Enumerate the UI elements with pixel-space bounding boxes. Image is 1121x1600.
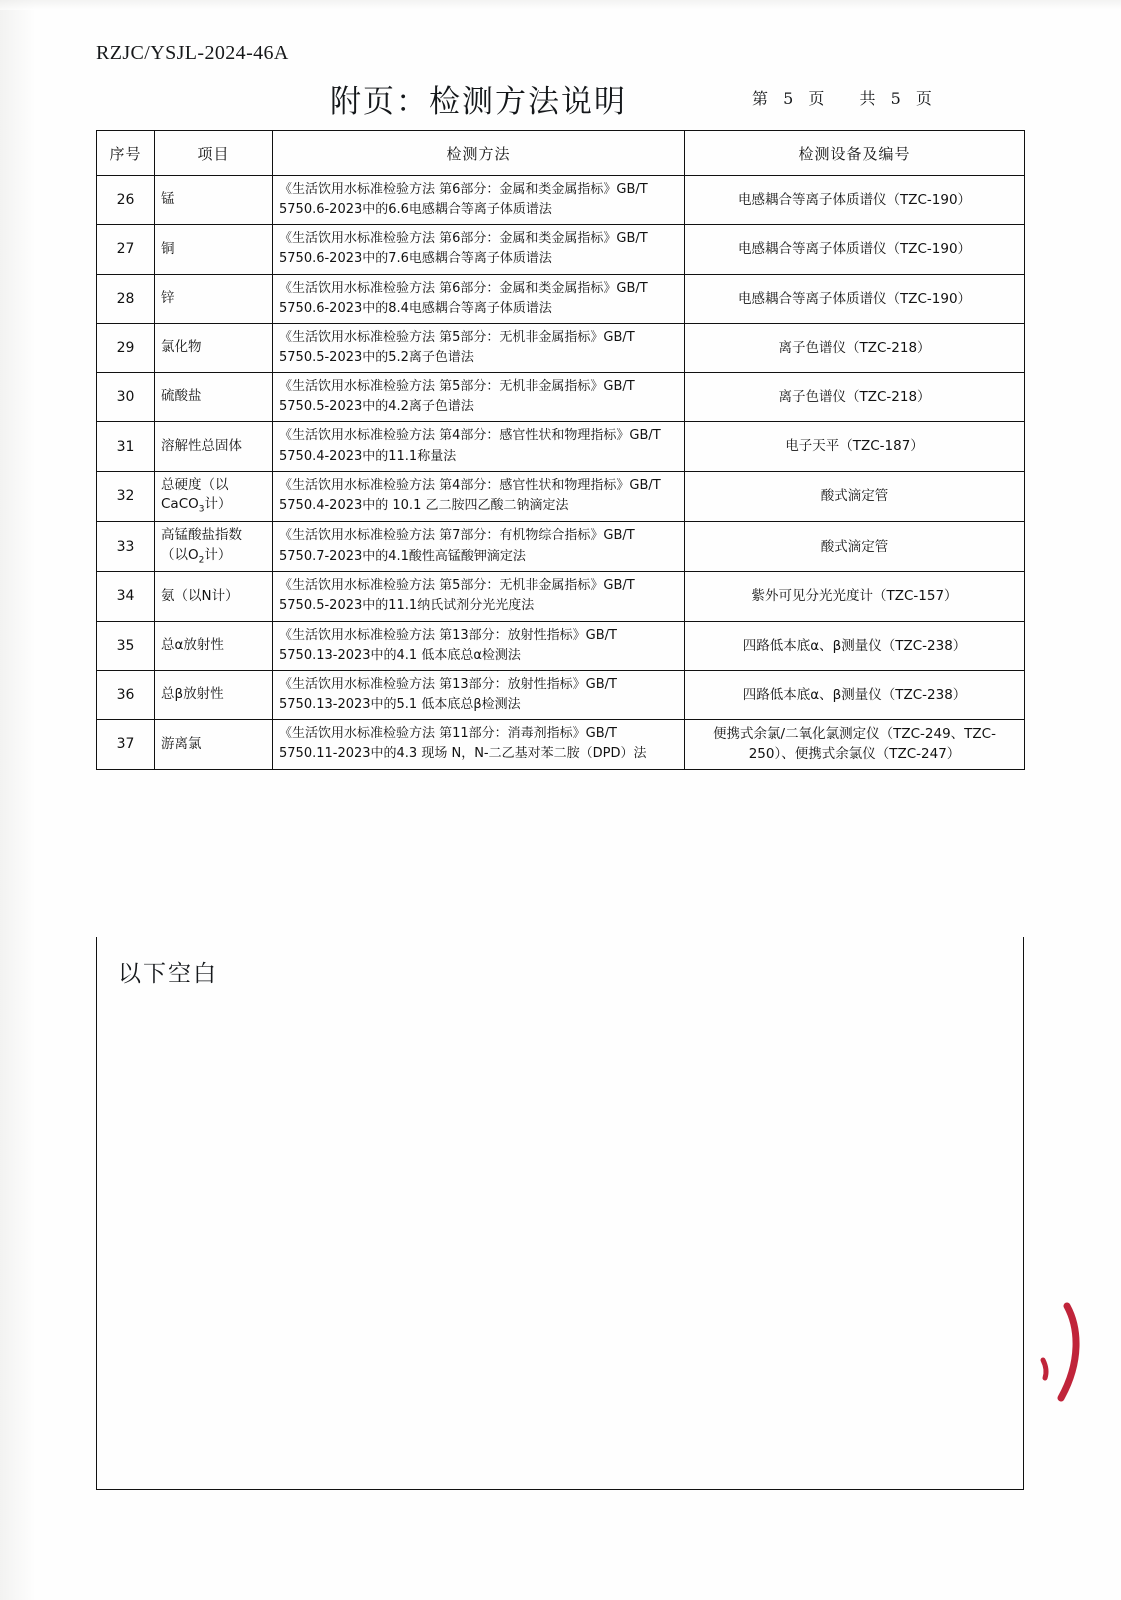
column-header-item: 项目 [155, 131, 273, 176]
cell-equipment: 电感耦合等离子体质谱仪（TZC-190） [685, 274, 1025, 323]
table-row [97, 621, 1025, 670]
cell-method: 《生活饮用水标准检验方法 第6部分：金属和类金属指标》GB/T 5750.6-2023中的8.4电感耦合等离子体质谱法 [273, 274, 685, 323]
red-stamp-mark [1023, 1302, 1083, 1412]
cell-no: 26 [97, 176, 155, 225]
page-number-indicator [752, 86, 933, 109]
cell-item: 游离氯 [155, 720, 273, 770]
cell-item: 氯化物 [155, 323, 273, 372]
cell-no: 30 [97, 373, 155, 422]
table-row [97, 471, 1025, 521]
test-methods-table [96, 130, 1025, 770]
scan-edge-top [0, 0, 1121, 10]
blank-area-box [96, 937, 1024, 1490]
cell-item: 高锰酸盐指数（以$O_2$计） [155, 521, 273, 571]
cell-method: 《生活饮用水标准检验方法 第5部分：无机非金属指标》GB/T 5750.5-2023中的11.1纳氏试剂分光光度法 [273, 572, 685, 621]
cell-item: 锌 [155, 274, 273, 323]
blank-area-note: 以下空白 [118, 961, 218, 987]
column-header-equipment: 检测设备及编号 [685, 131, 1025, 176]
table-row [97, 720, 1025, 770]
table-row [97, 422, 1025, 471]
cell-no: 33 [97, 521, 155, 571]
column-header-no: 序号 [97, 131, 155, 176]
cell-no: 36 [97, 670, 155, 719]
cell-no: 35 [97, 621, 155, 670]
table-row [97, 572, 1025, 621]
page-label-prefix: 第 [752, 89, 770, 108]
cell-no: 32 [97, 471, 155, 521]
cell-method: 《生活饮用水标准检验方法 第5部分：无机非金属指标》GB/T 5750.5-2023中的4.2离子色谱法 [273, 373, 685, 422]
cell-equipment: 离子色谱仪（TZC-218） [685, 323, 1025, 372]
cell-no: 28 [97, 274, 155, 323]
cell-item: 锰 [155, 176, 273, 225]
cell-method: 《生活饮用水标准检验方法 第5部分：无机非金属指标》GB/T 5750.5-2023中的5.2离子色谱法 [273, 323, 685, 372]
cell-item: 硫酸盐 [155, 373, 273, 422]
page-title: 附页：检测方法说明 [330, 84, 627, 120]
cell-equipment: 酸式滴定管 [685, 471, 1025, 521]
cell-item: 溶解性总固体 [155, 422, 273, 471]
table-row [97, 274, 1025, 323]
cell-equipment: 便携式余氯/二氧化氯测定仪（TZC-249、TZC-250）、便携式余氯仪（TZC-247） [685, 720, 1025, 770]
cell-equipment: 电感耦合等离子体质谱仪（TZC-190） [685, 225, 1025, 274]
cell-method: 《生活饮用水标准检验方法 第7部分：有机物综合指标》GB/T 5750.7-2023中的4.1酸性高锰酸钾滴定法 [273, 521, 685, 571]
cell-equipment: 电感耦合等离子体质谱仪（TZC-190） [685, 176, 1025, 225]
cell-item: 总β放射性 [155, 670, 273, 719]
cell-method: 《生活饮用水标准检验方法 第4部分：感官性状和物理指标》GB/T 5750.4-2023中的 10.1 乙二胺四乙酸二钠滴定法 [273, 471, 685, 521]
cell-method: 《生活饮用水标准检验方法 第6部分：金属和类金属指标》GB/T 5750.6-2023中的6.6电感耦合等离子体质谱法 [273, 176, 685, 225]
table-row [97, 670, 1025, 719]
cell-equipment: 电子天平（TZC-187） [685, 422, 1025, 471]
cell-equipment: 四路低本底α、β测量仪（TZC-238） [685, 621, 1025, 670]
table-row [97, 323, 1025, 372]
cell-item: 铜 [155, 225, 273, 274]
document-code: RZJC/YSJL-2024-46A [96, 42, 289, 64]
cell-method: 《生活饮用水标准检验方法 第13部分：放射性指标》GB/T 5750.13-2023中的4.1 低本底总α检测法 [273, 621, 685, 670]
cell-item: 总硬度（以CaCO$_3$计） [155, 471, 273, 521]
cell-method: 《生活饮用水标准检验方法 第13部分：放射性指标》GB/T 5750.13-2023中的5.1 低本底总β检测法 [273, 670, 685, 719]
cell-method: 《生活饮用水标准检验方法 第4部分：感官性状和物理指标》GB/T 5750.4-2023中的11.1称量法 [273, 422, 685, 471]
table-row [97, 521, 1025, 571]
page-current: 5 [783, 89, 795, 108]
cell-method: 《生活饮用水标准检验方法 第6部分：金属和类金属指标》GB/T 5750.6-2023中的7.6电感耦合等离子体质谱法 [273, 225, 685, 274]
page-label-mid: 页 [808, 89, 826, 108]
page-total: 5 [890, 89, 902, 108]
cell-no: 27 [97, 225, 155, 274]
scan-edge-left [0, 0, 34, 1600]
cell-equipment: 离子色谱仪（TZC-218） [685, 373, 1025, 422]
cell-method: 《生活饮用水标准检验方法 第11部分：消毒剂指标》GB/T 5750.11-2023中的4.3 现场 N，N-二乙基对苯二胺（DPD）法 [273, 720, 685, 770]
cell-no: 29 [97, 323, 155, 372]
cell-equipment: 酸式滴定管 [685, 521, 1025, 571]
table-row [97, 373, 1025, 422]
cell-equipment: 紫外可见分光光度计（TZC-157） [685, 572, 1025, 621]
page-total-prefix: 共 [859, 89, 877, 108]
column-header-method: 检测方法 [273, 131, 685, 176]
table-row [97, 225, 1025, 274]
cell-item: 氨（以N计） [155, 572, 273, 621]
table-header-row [97, 131, 1025, 176]
cell-item: 总α放射性 [155, 621, 273, 670]
cell-no: 37 [97, 720, 155, 770]
table-row [97, 176, 1025, 225]
cell-no: 34 [97, 572, 155, 621]
page-label-suffix: 页 [915, 89, 933, 108]
cell-no: 31 [97, 422, 155, 471]
cell-equipment: 四路低本底α、β测量仪（TZC-238） [685, 670, 1025, 719]
